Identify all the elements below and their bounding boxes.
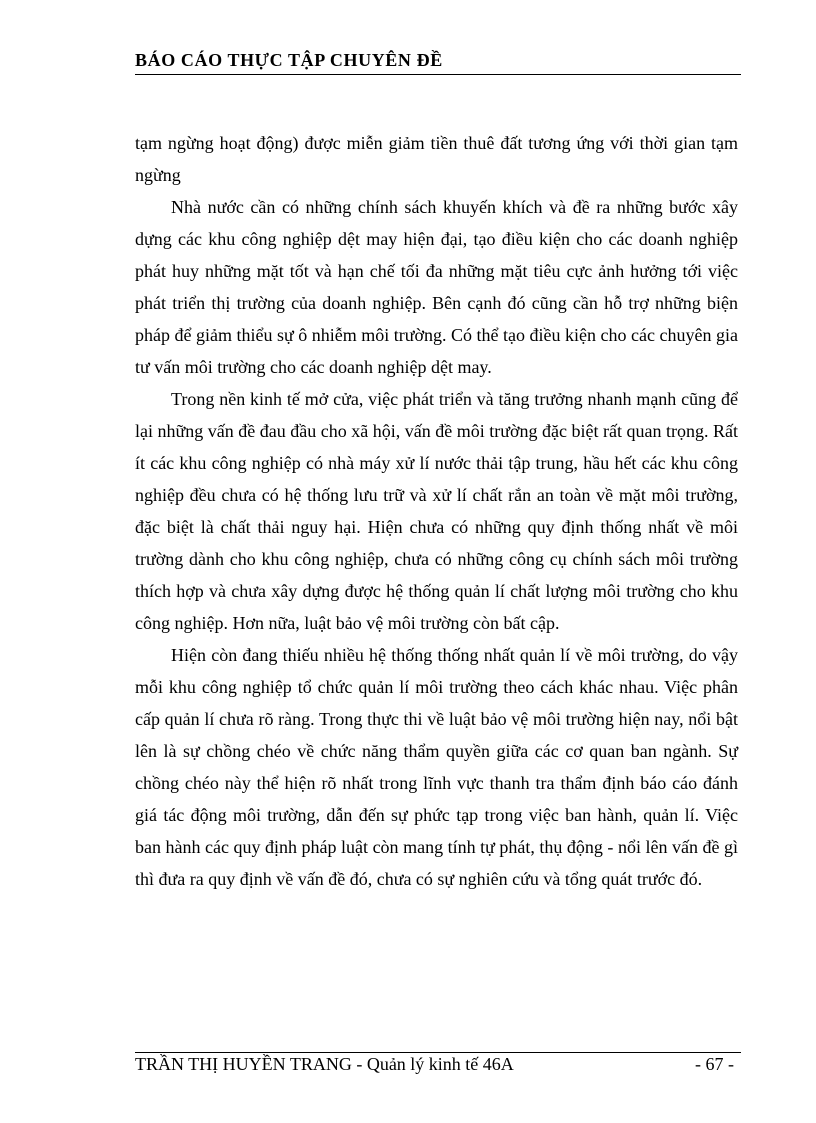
paragraph-policy: Nhà nước cần có những chính sách khuyến khích và đề ra những bước xây dựng các khu công nghiệp dệt may hiện đại, tạo điều kiện cho các doanh nghiệp phát huy những mặt tốt và hạn chế tối đa những mặt tiêu cực ảnh hưởng tới việc phát triển thị trường của doanh nghiệp. Bên cạnh đó cũng cần hỗ trợ những biện pháp để giảm thiểu sự ô nhiễm môi trường. Có thể tạo điều kiện cho các chuyên gia tư vấn môi trường cho các doanh nghiệp dệt may. [135, 197, 738, 377]
footer-divider [135, 1052, 741, 1053]
page-number: - 67 - [695, 1054, 734, 1074]
paragraph-open-economy: Trong nền kinh tế mở cửa, việc phát triển và tăng trưởng nhanh mạnh cũng để lại những vấn đề đau đầu cho xã hội, vấn đề môi trường đặc biệt rất quan trọng. Rất ít các khu công nghiệp có nhà máy xử lí nước thải tập trung, hầu hết các khu công nghiệp đều chưa có hệ thống lưu trữ và xử lí chất rắn an toàn về mặt môi trường, đặc biệt là chất thải nguy hại. Hiện chưa có những quy định thống nhất về môi trường dành cho khu công nghiệp, chưa có những công cụ chính sách môi trường thích hợp và chưa xây dựng được hệ thống quản lí chất lượng môi trường cho khu công nghiệp. Hơn nữa, luật bảo vệ môi trường còn bất cập. [135, 389, 738, 633]
page-header [135, 46, 741, 75]
footer-author: TRẦN THỊ HUYỀN TRANG - Quản lý kinh tế 46A [135, 1054, 514, 1074]
document-body [135, 127, 738, 895]
paragraph-continuation: tạm ngừng hoạt động) được miễn giảm tiền thuê đất tương ứng với thời gian tạm ngừng [135, 133, 738, 185]
page-footer [135, 1054, 738, 1080]
paragraph-management: Hiện còn đang thiếu nhiều hệ thống thống nhất quản lí về môi trường, do vậy mỗi khu công nghiệp tổ chức quản lí môi trường theo cách khác nhau. Việc phân cấp quản lí chưa rõ ràng. Trong thực thi về luật bảo vệ môi trường hiện nay, nổi bật lên là sự chồng chéo về chức năng thẩm quyền giữa các cơ quan ban ngành. Sự chồng chéo này thể hiện rõ nhất trong lĩnh vực thanh tra thẩm định báo cáo đánh giá tác động môi trường, dẫn đến sự phức tạp trong việc ban hành, quản lí. Việc ban hành các quy định pháp luật còn mang tính tự phát, thụ động - nổi lên vấn đề gì thì đưa ra quy định về vấn đề đó, chưa có sự nghiên cứu và tổng quát trước đó. [135, 645, 738, 889]
header-title: BÁO CÁO THỰC TẬP CHUYÊN ĐỀ [135, 50, 443, 70]
